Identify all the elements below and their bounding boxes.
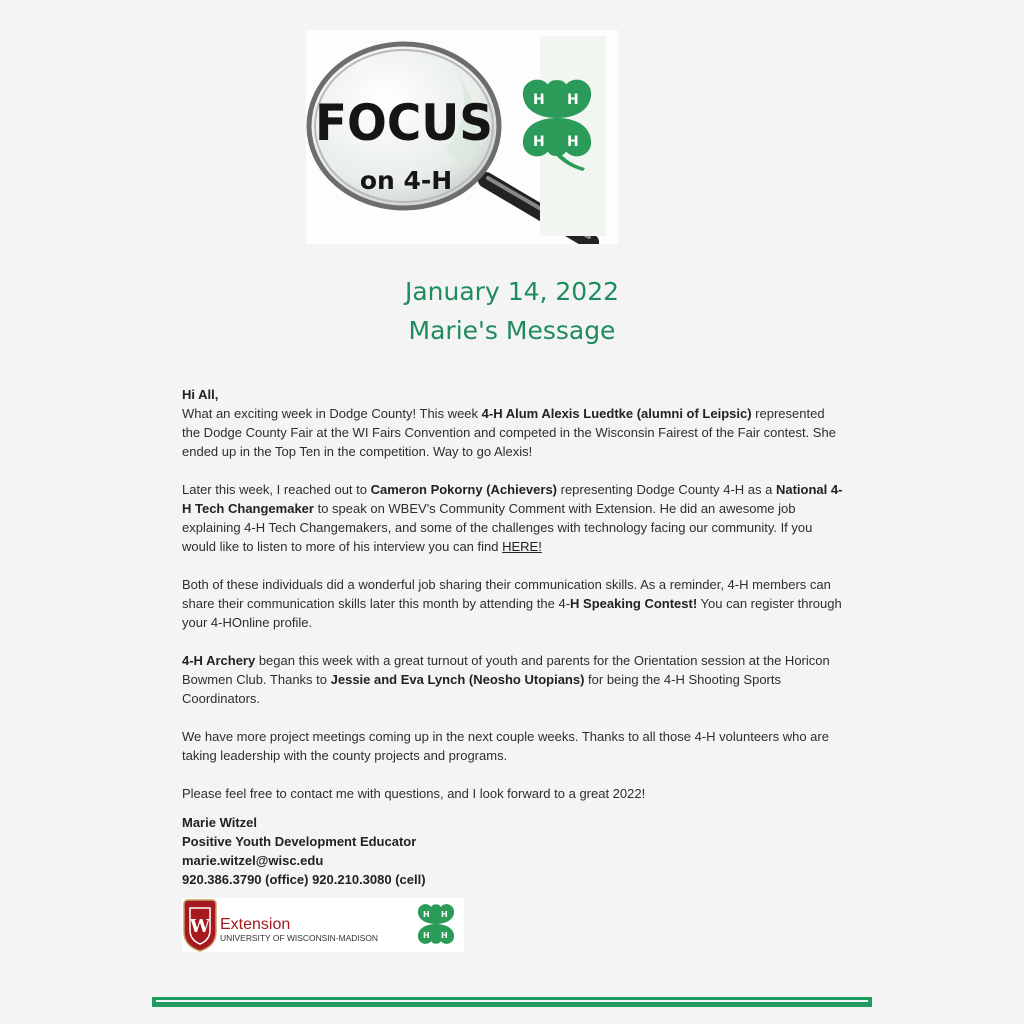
paragraph-speaking: Both of these individuals did a wonderful job sharing their communication skills. As a reminder, 4-H members can share their communication skills later this month by attending the 4-H Speaking Contest! You can register through your 4-HOnline profile. bbox=[182, 577, 842, 630]
svg-text:H: H bbox=[533, 92, 545, 108]
paragraph-closing: Please feel free to contact me with questions, and I look forward to a great 2022! bbox=[182, 786, 646, 801]
svg-text:H: H bbox=[567, 134, 579, 150]
focus-logo-sub: on 4-H bbox=[359, 166, 453, 195]
extension-word: Extension bbox=[220, 916, 291, 933]
signature-name: Marie Witzel bbox=[182, 815, 258, 830]
svg-text:H: H bbox=[441, 910, 448, 919]
svg-text:H: H bbox=[423, 910, 430, 919]
svg-text:H: H bbox=[423, 931, 430, 940]
signature-email[interactable]: marie.witzel@wisc.edu bbox=[182, 853, 324, 868]
focus-logo-word: FOCUS bbox=[315, 94, 493, 152]
uw-extension-logo bbox=[182, 898, 464, 952]
greeting: Hi All, bbox=[182, 387, 219, 402]
paragraph-meetings: We have more project meetings coming up in the next couple weeks. Thanks to all those 4-H volunteers who are taking leadership with the county projects and programs. bbox=[182, 729, 829, 763]
paragraph-alexis: What an exciting week in Dodge County! This week 4-H Alum Alexis Luedtke (alumni of Leipsic) represented the Dodge County Fair at the WI Fairs Convention and competed in the Wisconsin Fairest of the Fair contest. She ended up in the Top Ten in the competition. Way to go Alexis! bbox=[182, 406, 836, 459]
4h-clover-icon bbox=[511, 72, 603, 172]
footer-logos bbox=[182, 898, 464, 952]
message-body bbox=[182, 385, 846, 889]
uw-shield-letter: W bbox=[189, 916, 211, 937]
paragraph-cameron: Later this week, I reached out to Cameron Pokorny (Achievers) representing Dodge County 4-H as a National 4-H Tech Changemaker to speak on WBEV's Community Comment with Extension. He did an awesome job explaining 4-H Tech Changemakers, and some of the challenges with technology facing our community. If you would like to listen to more of his interview you can find HERE! bbox=[182, 482, 843, 554]
university-name: UNIVERSITY OF WISCONSIN-MADISON bbox=[220, 933, 378, 943]
footer-divider bbox=[152, 997, 872, 1007]
4h-footer-clover-icon bbox=[418, 904, 454, 944]
here-link[interactable]: HERE! bbox=[502, 539, 542, 554]
paragraph-archery: 4-H Archery began this week with a great turnout of youth and parents for the Orientation session at the Horicon Bowmen Club. Thanks to Jessie and Eva Lynch (Neosho Utopians) for being the 4-H Shooting Sports Coordinators. bbox=[182, 653, 830, 706]
newsletter-date: January 14, 2022 bbox=[404, 277, 620, 306]
newsletter-title: Marie's Message bbox=[408, 316, 616, 345]
svg-text:H: H bbox=[441, 931, 448, 940]
svg-text:H: H bbox=[567, 92, 579, 108]
focus-on-4h-banner bbox=[306, 30, 618, 244]
svg-text:H: H bbox=[533, 134, 545, 150]
signature-block bbox=[182, 813, 846, 889]
signature-title: Positive Youth Development Educator bbox=[182, 834, 417, 849]
signature-phones: 920.386.3790 (office) 920.210.3080 (cell) bbox=[182, 872, 426, 887]
